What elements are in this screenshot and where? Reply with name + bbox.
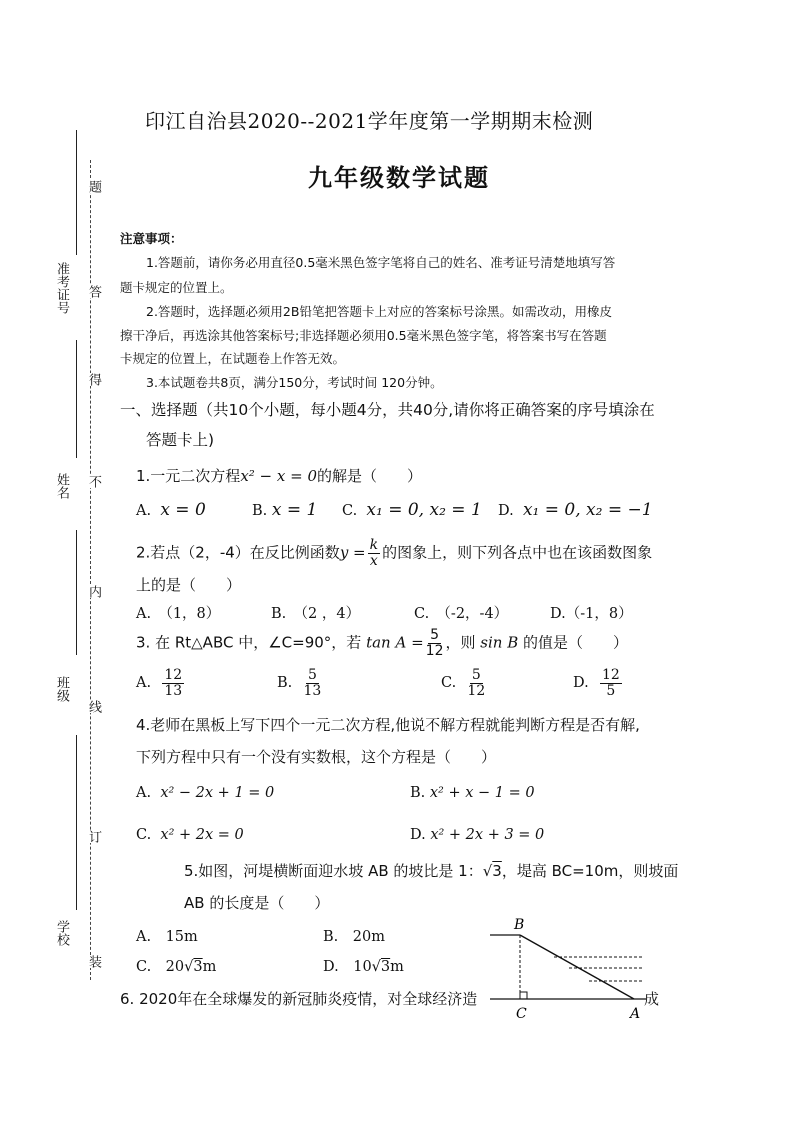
question-3-stem xyxy=(136,628,628,658)
option-value: x = 1 xyxy=(271,500,318,520)
numerator: 12 xyxy=(164,667,183,683)
stem-text: ，堤高 BC=10m，则坡面 xyxy=(501,862,679,880)
q3-option-a xyxy=(136,668,186,698)
binding-mark: 不 xyxy=(86,475,101,488)
option-label: A. xyxy=(136,503,152,519)
q3-option-b xyxy=(277,668,323,698)
option-label: A. xyxy=(136,785,152,801)
q3-option-c xyxy=(441,668,487,698)
radicand: 3 xyxy=(193,959,203,975)
q5-option-b: B. 20m xyxy=(323,929,385,945)
equation: x² − x = 0 xyxy=(240,467,317,485)
binding-dashed-line xyxy=(90,160,92,980)
option-label: D. xyxy=(573,675,589,692)
option-label: B. xyxy=(252,503,268,519)
option-text: m xyxy=(202,959,217,975)
option-value: x² + 2x = 0 xyxy=(160,827,244,843)
denominator: 12 xyxy=(467,682,486,699)
notice-line: 擦干净后，再选涂其他答案标号;非选择题必须用0.5毫米黑色签字笔，将答案书写在答题 xyxy=(120,328,607,343)
option-value: x₁ = 0, x₂ = 1 xyxy=(366,500,482,520)
stem-text: ，则 xyxy=(445,633,476,652)
q4-option-d xyxy=(410,827,544,843)
q4-option-a xyxy=(136,785,274,801)
q2-option-c: C. （-2，-4） xyxy=(414,606,509,622)
vertex-label-b: B xyxy=(514,917,525,933)
option-label: B. xyxy=(410,785,426,801)
section-heading-cont: 答题卡上) xyxy=(146,431,215,449)
option-value: x² − 2x + 1 = 0 xyxy=(160,785,275,801)
notice-line: 卡规定的位置上，在试题卷上作答无效。 xyxy=(120,351,346,366)
binding-mark: 线 xyxy=(86,700,101,713)
stem-text: 的值是（ ） xyxy=(523,633,629,652)
question-2-stem xyxy=(136,538,652,568)
right-angle-mark xyxy=(520,992,527,999)
field-blank-line xyxy=(76,735,77,910)
question-1-stem xyxy=(136,465,422,486)
vertex-label-c: C xyxy=(516,1006,527,1022)
radicand: 3 xyxy=(492,862,502,880)
notice-line: 2.答题时，选择题必须用2B铅笔把答题卡上对应的答案标号涂黑。如需改动，用橡皮 xyxy=(146,304,612,319)
q1-option-d xyxy=(498,500,653,520)
binding-mark: 答 xyxy=(86,285,101,298)
option-value: x₁ = 0, x₂ = −1 xyxy=(522,500,653,520)
q2-option-a: A. （1，8） xyxy=(136,606,221,622)
fraction xyxy=(467,668,485,698)
field-label-exam-number: 准考证号 xyxy=(54,262,69,314)
stem-text: 3. 在 Rt△ABC 中，∠C=90°，若 xyxy=(136,633,362,652)
option-label: C. xyxy=(441,675,457,692)
fraction xyxy=(162,668,184,698)
field-label-school: 学校 xyxy=(54,920,69,946)
question-4-stem: 4.老师在黑板上写下四个一元二次方程,他说不解方程就能判断方程是否有解, xyxy=(136,716,640,734)
denominator: 5 xyxy=(606,682,616,699)
radicand: 3 xyxy=(380,959,391,975)
fraction xyxy=(600,668,622,698)
tan-expr: tan A = xyxy=(366,633,424,652)
notice-line: 3.本试题卷共8页，满分150分，考试时间 120分钟。 xyxy=(146,375,443,390)
question-6-stem-end: 成 xyxy=(644,990,660,1008)
option-label: D. xyxy=(498,503,514,519)
option-label: A. xyxy=(136,675,152,692)
numerator: 12 xyxy=(601,667,620,683)
q1-option-a xyxy=(136,500,206,520)
sin-expr: sin B xyxy=(480,633,519,652)
option-text: D. 10 xyxy=(323,959,372,975)
numerator: 5 xyxy=(307,667,317,683)
stem-text: 的解是（ ） xyxy=(317,467,423,485)
option-value: x² + x − 1 = 0 xyxy=(429,785,535,801)
fraction xyxy=(303,668,321,698)
exam-subtitle: 九年级数学试题 xyxy=(308,164,490,192)
option-label: C. xyxy=(136,827,152,843)
numerator: k xyxy=(369,537,379,553)
binding-mark: 订 xyxy=(86,830,101,843)
q5-option-d: D. 10√3m xyxy=(323,959,404,975)
field-label-class: 班级 xyxy=(54,676,69,702)
fraction xyxy=(368,538,380,568)
vertex-label-a: A xyxy=(630,1006,641,1022)
denominator: 13 xyxy=(164,682,183,699)
field-blank-line xyxy=(76,530,77,655)
slope-ab-line xyxy=(520,935,634,999)
notice-line: 1.答题前，请你务必用直径0.5毫米黑色签字笔将自己的姓名、准考证号清楚地填写答 xyxy=(146,255,616,270)
q4-option-c xyxy=(136,827,244,843)
numerator: 5 xyxy=(430,627,440,643)
option-text: C. 20 xyxy=(136,959,185,975)
option-label: C. xyxy=(342,503,358,519)
field-blank-line xyxy=(76,340,77,458)
question-6-stem: 6. 2020年在全球爆发的新冠肺炎疫情，对全球经济造 xyxy=(120,990,478,1008)
numerator: 5 xyxy=(471,667,481,683)
binding-mark: 内 xyxy=(86,585,101,598)
embankment-figure xyxy=(484,912,654,1024)
q5-option-a: A. 15m xyxy=(136,929,198,945)
field-label-name: 姓名 xyxy=(54,473,69,499)
stem-text: 5.如图，河堤横断面迎水坡 AB 的坡比是 1： xyxy=(184,862,483,880)
exam-title: 印江自治县2020--2021学年度第一学期期末检测 xyxy=(145,109,594,133)
q4-option-b xyxy=(410,785,535,801)
q3-option-d xyxy=(573,668,624,698)
stem-text: 1.一元二次方程 xyxy=(136,467,241,485)
option-text: m xyxy=(390,959,404,975)
function-lhs: y = xyxy=(339,543,366,562)
option-value: x = 0 xyxy=(160,500,206,520)
binding-mark: 得 xyxy=(86,373,101,386)
binding-mark: 装 xyxy=(86,955,101,968)
question-5-stem-cont: AB 的长度是（ ） xyxy=(184,894,330,912)
question-5-stem: 5.如图，河堤横断面迎水坡 AB 的坡比是 1：√3，堤高 BC=10m，则坡面 xyxy=(184,862,679,880)
option-value: x² + 2x + 3 = 0 xyxy=(430,827,545,843)
stem-text: 2.若点（2，-4）在反比例函数 xyxy=(136,543,340,562)
option-label: D. xyxy=(410,827,426,843)
fraction xyxy=(426,628,444,658)
question-2-stem-cont: 上的是（ ） xyxy=(136,576,242,594)
q1-option-c xyxy=(342,500,482,520)
notice-heading: 注意事项： xyxy=(120,231,183,246)
denominator: x xyxy=(369,552,378,569)
q5-option-c: C. 20√3m xyxy=(136,959,217,975)
denominator: 12 xyxy=(425,642,444,659)
q2-option-d: D.（-1，8） xyxy=(550,606,633,622)
stem-text: 的图象上，则下列各点中也在该函数图象 xyxy=(382,543,653,562)
option-label: B. xyxy=(277,675,293,692)
notice-line: 题卡规定的位置上。 xyxy=(120,280,233,295)
section-heading: 一、选择题（共10个小题，每小题4分，共40分,请你将正确答案的序号填涂在 xyxy=(120,401,655,419)
question-4-stem-cont: 下列方程中只有一个没有实数根，这个方程是（ ） xyxy=(136,748,497,766)
q2-option-b: B. （2 ，4） xyxy=(271,606,361,622)
field-blank-line xyxy=(76,130,77,255)
binding-mark: 题 xyxy=(86,180,101,193)
q1-option-b xyxy=(252,500,317,520)
denominator: 13 xyxy=(303,682,322,699)
